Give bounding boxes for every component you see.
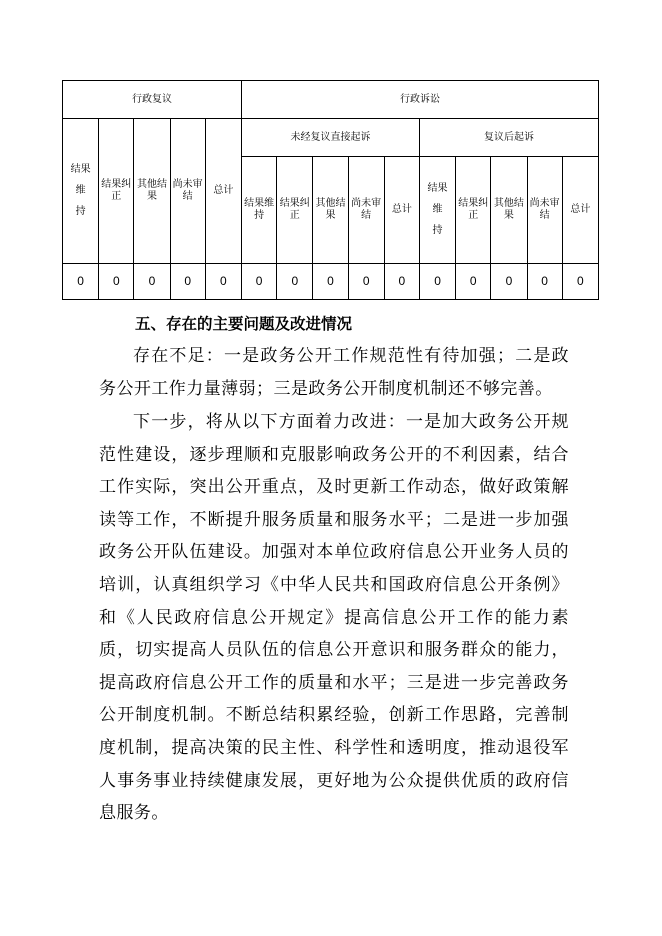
after-col-corrected: 结果纠正 (456, 157, 491, 264)
review-col-corrected: 结果纠正 (99, 119, 134, 264)
section-heading: 五、存在的主要问题及改进情况 (135, 315, 353, 333)
value-cell: 0 (456, 264, 491, 300)
direct-col-corrected: 结果纠正 (277, 157, 313, 264)
value-cell: 0 (170, 264, 205, 300)
review-col-upheld: 结果 维 持 (63, 119, 99, 264)
review-col-total: 总计 (205, 119, 241, 264)
value-cell: 0 (277, 264, 313, 300)
direct-col-upheld: 结果维持 (242, 157, 277, 264)
header-admin-review: 行政复议 (63, 81, 242, 119)
after-col-pending: 尚未审结 (527, 157, 562, 264)
after-col-upheld: 结果 维 持 (419, 157, 455, 264)
paragraph-improvements: 下一步，将从以下方面着力改进：一是加大政务公开规范性建设，逐步理顺和克服影响政务公开的不利因素，结合工作实际，突出公开重点，及时更新工作动态，做好政策解读等工作，不断提升服务质量和服务水平；二是进一步加强政务公开队伍建设。加强对本单位政府信息公开业务人员的培训，认真组织学习《中华人民共和国政府信息公开条例》和《人民政府信息公开规定》提高信息公开工作的能力素质，切实提高人员队伍的信息公开意识和服务群众的能力，提高政府信息公开工作的质量和水平；三是进一步完善政务公开制度机制。不断总结积累经验，创新工作思路，完善制度机制，提高决策的民主性、科学性和透明度，推动退役军人事务事业持续健康发展，更好地为公众提供优质的政府信息服务。 (99, 412, 569, 824)
review-col-pending: 尚未审结 (170, 119, 205, 264)
review-litigation-table (62, 80, 599, 300)
value-cell: 0 (491, 264, 527, 300)
header-direct-suit: 未经复议直接起诉 (242, 119, 420, 157)
value-cell: 0 (242, 264, 277, 300)
value-cell: 0 (313, 264, 348, 300)
value-cell: 0 (348, 264, 384, 300)
value-cell: 0 (205, 264, 241, 300)
value-cell: 0 (562, 264, 598, 300)
value-cell: 0 (384, 264, 419, 300)
paragraph-shortcomings: 存在不足：一是政务公开工作规范性有待加强；二是政务公开工作力量薄弱；三是政务公开制度机制还不够完善。 (99, 346, 569, 399)
direct-col-total: 总计 (384, 157, 419, 264)
after-col-other: 其他结果 (491, 157, 527, 264)
direct-col-pending: 尚未审结 (348, 157, 384, 264)
value-cell: 0 (134, 264, 170, 300)
review-col-other: 其他结果 (134, 119, 170, 264)
after-col-total: 总计 (562, 157, 598, 264)
header-after-review-suit: 复议后起诉 (419, 119, 598, 157)
value-cell: 0 (99, 264, 134, 300)
direct-col-other: 其他结果 (313, 157, 348, 264)
value-cell: 0 (527, 264, 562, 300)
header-admin-litigation: 行政诉讼 (242, 81, 599, 119)
value-cell: 0 (419, 264, 455, 300)
value-cell: 0 (63, 264, 99, 300)
